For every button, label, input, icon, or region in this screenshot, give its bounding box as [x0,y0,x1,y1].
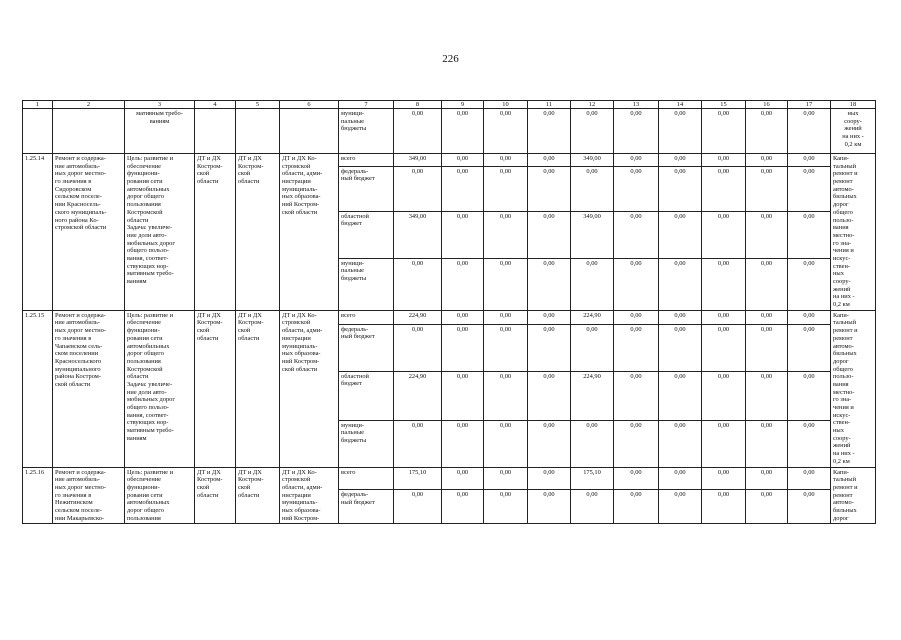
value-cell: 0,00 [614,490,659,524]
value-cell: 175,10 [394,467,442,490]
entry-goal: Цель: развитие и обеспечение функциони- рования сети автомобильных дорог общего пользования Костромской области Задача: увеличе- ние доли авто- мобильных дорог общего пользо- вания, соответ- ствующих нор- мативным требо- ваниям [125,154,195,311]
entry-name: Ремонт и содержа- ние автомобиль- ных дорог местно- го значения в Сидоровском сельском поселе- нии Красносель- ского муниципаль- ного района Ко- стромской области [53,154,125,311]
value-cell: 349,00 [571,211,614,258]
funding-source: всего [339,467,394,490]
value-cell: 0,00 [746,109,788,154]
value-cell: 0,00 [528,420,571,467]
value-cell: 0,00 [746,467,788,490]
value-cell: 0,00 [394,166,442,211]
header-cell-4: 4 [195,101,236,109]
value-cell: 0,00 [788,371,831,420]
header-cell-9: 9 [442,101,484,109]
header-cell-12: 12 [571,101,614,109]
header-cell-7: 7 [339,101,394,109]
name-cell [53,109,125,154]
value-cell: 0,00 [571,490,614,524]
value-cell: 0,00 [528,324,571,371]
value-cell: 0,00 [484,166,528,211]
value-cell: 0,00 [442,371,484,420]
value-cell: 0,00 [614,154,659,167]
header-cell-5: 5 [236,101,280,109]
value-cell: 0,00 [702,109,746,154]
value-cell: 0,00 [528,166,571,211]
entry-participants: ДТ и ДХ Ко- стромской области, адми- нистрации муниципаль- ных образова- ний Костром- ской области [280,310,339,467]
funding-source: муници- пальные бюджеты [339,258,394,310]
value-cell: 0,00 [788,324,831,371]
funding-source: муници- пальные бюджеты [339,420,394,467]
value-cell: 0,00 [746,258,788,310]
value-cell: 0,00 [702,211,746,258]
funding-source: федераль- ный бюджет [339,490,394,524]
entry-code: 1.25.14 [23,154,53,311]
value-cell: 349,00 [571,154,614,167]
value-cell: 0,00 [528,490,571,524]
value-cell: 0,00 [528,310,571,324]
value-cell: 349,00 [394,211,442,258]
value-cell: 0,00 [788,310,831,324]
value-cell: 0,00 [571,166,614,211]
value-cell: 0,00 [571,420,614,467]
header-row [23,101,876,109]
value-cell: 224,90 [394,310,442,324]
value-cell: 0,00 [659,211,702,258]
value-cell: 0,00 [659,258,702,310]
value-cell: 175,10 [571,467,614,490]
value-cell: 0,00 [788,211,831,258]
entry-participants: ДТ и ДХ Ко- стромской области, адми- нистрации муниципаль- ных образова- ний Костром- ской области [280,154,339,311]
header-cell-10: 10 [484,101,528,109]
value-cell: 0,00 [659,371,702,420]
col6-cell [280,109,339,154]
value-cell: 0,00 [659,420,702,467]
value-cell: 0,00 [702,258,746,310]
funding-source: федераль- ный бюджет [339,166,394,211]
value-cell: 0,00 [659,324,702,371]
funding-source: всего [339,154,394,167]
value-cell: 0,00 [614,258,659,310]
entry-name: Ремонт и содержа- ние автомобиль- ных дорог местно- го значения в Нежитинском сельском поселе- нии Макарьевско- [53,467,125,524]
header-cell-2: 2 [53,101,125,109]
entry-coexecutor: ДТ и ДХ Костром- ской области [236,467,280,524]
entry-result: Капи- тальный ремонт и ремонт автомо- бильных дорог [831,467,876,524]
value-cell: 0,00 [746,324,788,371]
funding-source: областной бюджет [339,371,394,420]
value-cell: 0,00 [442,467,484,490]
value-cell: 0,00 [571,258,614,310]
value-cell: 0,00 [571,324,614,371]
value-cell: 0,00 [442,420,484,467]
value-cell: 0,00 [394,258,442,310]
value-cell: 0,00 [659,109,702,154]
value-cell: 0,00 [702,154,746,167]
value-cell: 224,90 [571,371,614,420]
value-cell: 224,90 [571,310,614,324]
value-cell: 0,00 [702,467,746,490]
value-cell: 0,00 [442,154,484,167]
value-cell: 0,00 [614,467,659,490]
value-cell: 0,00 [528,109,571,154]
value-cell: 0,00 [746,211,788,258]
funding-source: областной бюджет [339,211,394,258]
header-cell-15: 15 [702,101,746,109]
col5-cell [236,109,280,154]
goal-cell: мативным требо- ваниям [125,109,195,154]
value-cell: 0,00 [484,420,528,467]
value-cell: 0,00 [614,371,659,420]
value-cell: 0,00 [614,310,659,324]
col4-cell [195,109,236,154]
value-cell: 0,00 [746,490,788,524]
result-cell: ных соору- жений на них - 0,2 км [831,109,876,154]
value-cell: 0,00 [484,154,528,167]
value-cell: 0,00 [746,166,788,211]
header-cell-6: 6 [280,101,339,109]
value-cell: 0,00 [746,310,788,324]
value-cell: 0,00 [788,154,831,167]
value-cell: 0,00 [614,109,659,154]
value-cell: 0,00 [484,211,528,258]
value-cell: 224,90 [394,371,442,420]
value-cell: 0,00 [528,371,571,420]
value-cell: 0,00 [746,371,788,420]
value-cell: 0,00 [394,490,442,524]
value-cell: 0,00 [484,490,528,524]
value-cell: 0,00 [484,371,528,420]
entry-participants: ДТ и ДХ Ко- стромской области, адми- нистрации муниципаль- ных образова- ний Костром- [280,467,339,524]
value-cell: 0,00 [442,258,484,310]
entry-name: Ремонт и содержа- ние автомобиль- ных дорог местно- го значения в Чапаевском сель- ском поселении Красносельского муниципального района Костром- ской области [53,310,125,467]
value-cell: 0,00 [484,467,528,490]
value-cell: 0,00 [484,109,528,154]
continuation-row [23,109,876,154]
entry-coexecutor: ДТ и ДХ Костром- ской области [236,154,280,311]
value-cell: 0,00 [702,420,746,467]
value-cell: 0,00 [394,324,442,371]
entry-code: 1.25.15 [23,310,53,467]
value-cell: 0,00 [442,310,484,324]
value-cell: 0,00 [528,211,571,258]
value-cell: 0,00 [659,490,702,524]
table-row [23,310,876,324]
value-cell: 0,00 [614,420,659,467]
value-cell: 0,00 [442,324,484,371]
value-cell: 0,00 [702,371,746,420]
entry-coexecutor: ДТ и ДХ Костром- ской области [236,310,280,467]
funding-source: федераль- ный бюджет [339,324,394,371]
entry-executor: ДТ и ДХ Костром- ской области [195,310,236,467]
value-cell: 0,00 [659,467,702,490]
value-cell: 0,00 [442,166,484,211]
value-cell: 0,00 [788,166,831,211]
value-cell: 0,00 [702,490,746,524]
value-cell: 0,00 [394,109,442,154]
value-cell: 0,00 [659,310,702,324]
value-cell: 0,00 [614,166,659,211]
header-cell-17: 17 [788,101,831,109]
value-cell: 0,00 [614,324,659,371]
budget-table [22,100,876,524]
value-cell: 0,00 [528,258,571,310]
entry-executor: ДТ и ДХ Костром- ской области [195,467,236,524]
value-cell: 0,00 [442,109,484,154]
value-cell: 0,00 [702,324,746,371]
code-cell [23,109,53,154]
value-cell: 0,00 [442,211,484,258]
value-cell: 0,00 [528,467,571,490]
funding-source-cell: муници- пальные бюджеты [339,109,394,154]
value-cell: 0,00 [659,154,702,167]
header-cell-13: 13 [614,101,659,109]
entry-result: Капи- тальный ремонт и ремонт автомо- бильных дорог общего пользо- вания местно- го зна- чения и искус- ствен- ных соору- жений на них - 0,2 км [831,154,876,311]
value-cell: 0,00 [484,258,528,310]
value-cell: 0,00 [788,258,831,310]
header-cell-16: 16 [746,101,788,109]
value-cell: 0,00 [528,154,571,167]
value-cell: 0,00 [788,490,831,524]
value-cell: 0,00 [571,109,614,154]
value-cell: 0,00 [394,420,442,467]
value-cell: 0,00 [788,420,831,467]
funding-source: всего [339,310,394,324]
header-cell-18: 18 [831,101,876,109]
value-cell: 0,00 [746,420,788,467]
entry-code: 1.25.16 [23,467,53,524]
value-cell: 0,00 [484,324,528,371]
value-cell: 0,00 [484,310,528,324]
entry-result: Капи- тальный ремонт и ремонт автомо- бильных дорог общего пользо- вания местно- го зна- чения и искус- ствен- ных соору- жений на них - 0,2 км [831,310,876,467]
entry-goal: Цель: развитие и обеспечение функциони- рования сети автомобильных дорог общего пользования Костромской области Задача: увеличе- ние доли авто- мобильных дорог общего пользо- вания, соответ- ствующих нор- мативным требо- ваниям [125,310,195,467]
value-cell: 0,00 [614,211,659,258]
value-cell: 0,00 [788,467,831,490]
table-row [23,467,876,490]
header-cell-14: 14 [659,101,702,109]
header-cell-8: 8 [394,101,442,109]
entry-goal: Цель: развитие и обеспечение функциони- рования сети автомобильных дорог общего пользования [125,467,195,524]
entry-executor: ДТ и ДХ Костром- ской области [195,154,236,311]
page-number: 226 [442,53,459,65]
table-row [23,154,876,167]
value-cell: 0,00 [788,109,831,154]
value-cell: 0,00 [746,154,788,167]
value-cell: 0,00 [702,166,746,211]
header-cell-1: 1 [23,101,53,109]
value-cell: 0,00 [659,166,702,211]
value-cell: 349,00 [394,154,442,167]
value-cell: 0,00 [702,310,746,324]
value-cell: 0,00 [442,490,484,524]
header-cell-11: 11 [528,101,571,109]
header-cell-3: 3 [125,101,195,109]
